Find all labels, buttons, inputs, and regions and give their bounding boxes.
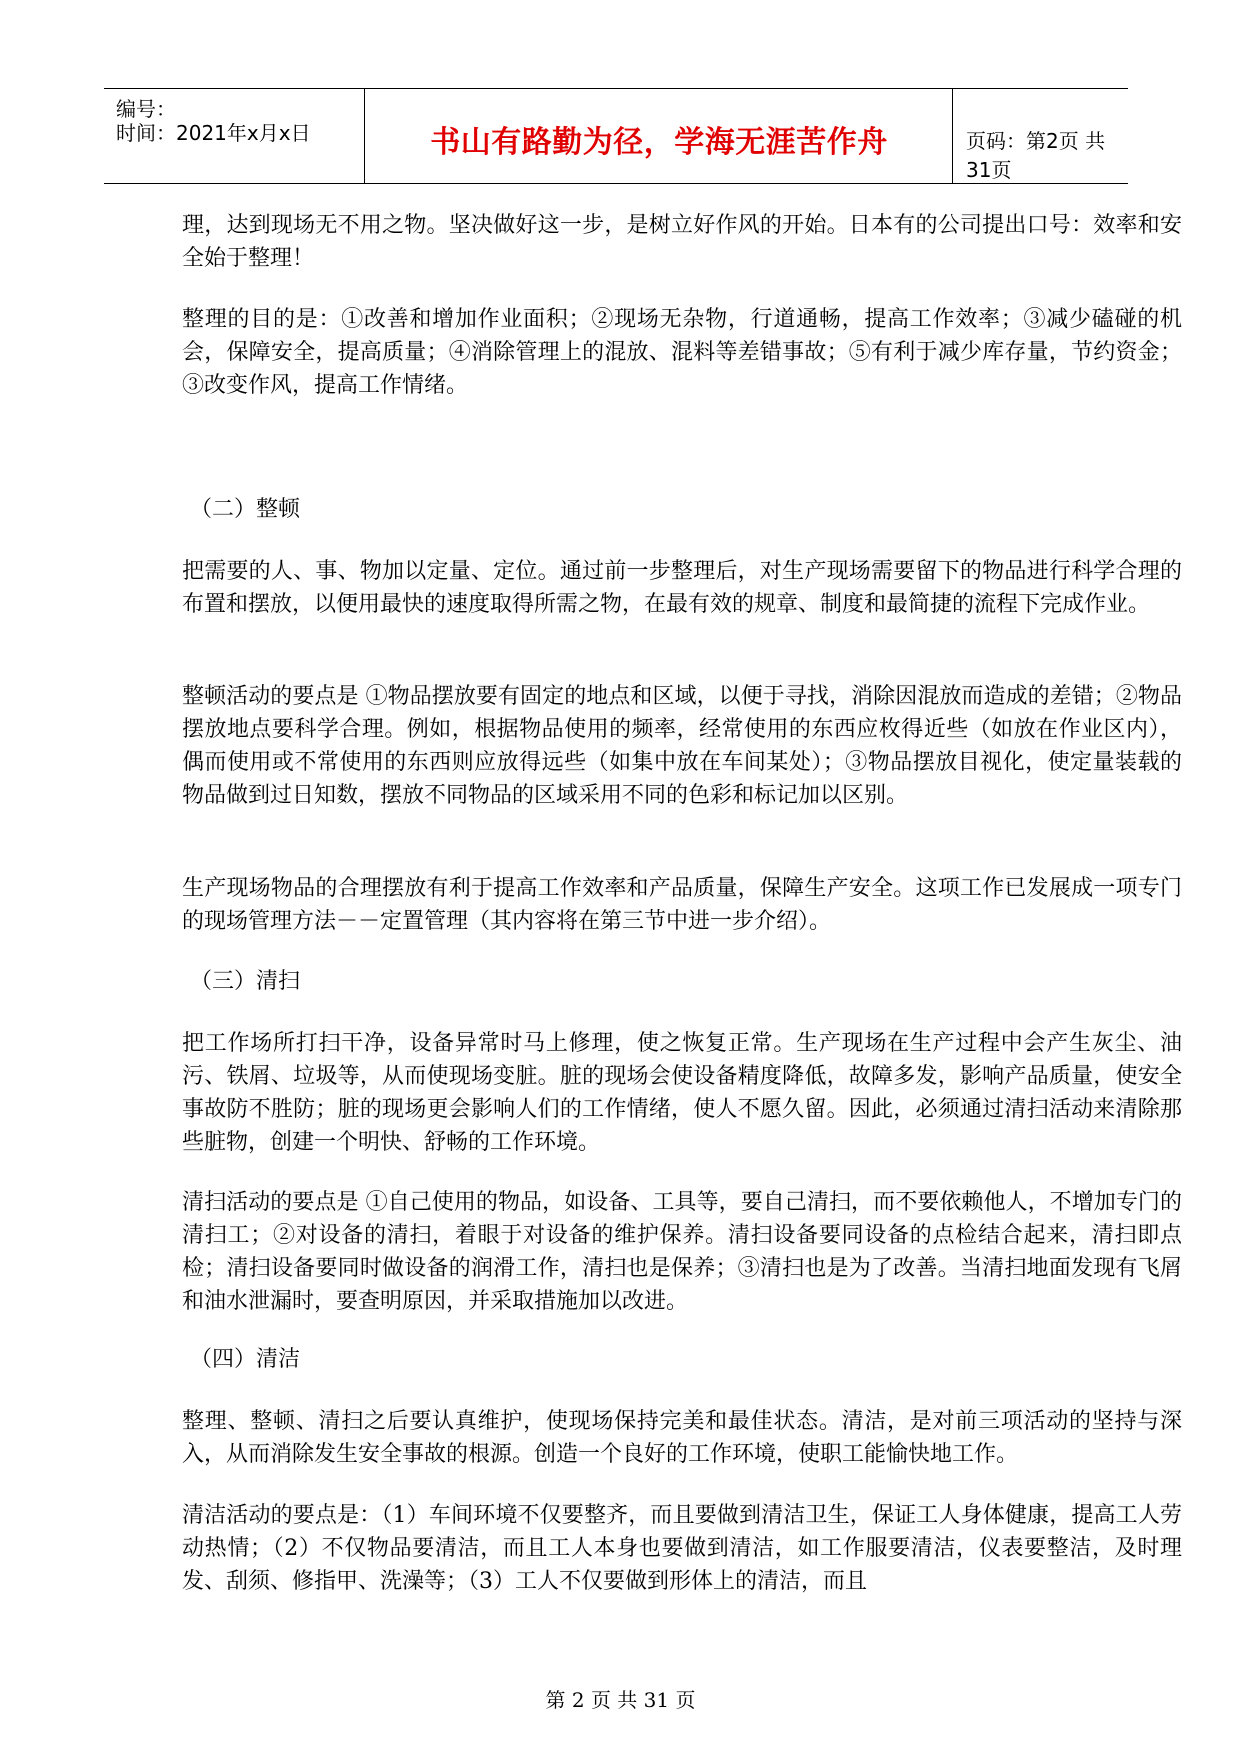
section-heading-3: （三）清扫	[190, 969, 301, 994]
paragraph-1: 理，达到现场无不用之物。坚决做好这一步，是树立好作风的开始。日本有的公司提出口号：效率和安全始于整理！	[182, 213, 1182, 271]
section-heading-2: （二）整顿	[190, 497, 301, 522]
paragraph-2: 整理的目的是：①改善和增加作业面积；②现场无杂物，行道通畅，提高工作效率；③减少磕碰的机会，保障安全，提高质量；④消除管理上的混放、混料等差错事故；⑤有利于减少库存量，节约资金；③改变作风，提高工作情绪。	[182, 307, 1182, 398]
header-page-cell	[954, 89, 1128, 183]
document-time-label: 时间：2021年x月x日	[116, 121, 311, 145]
paragraph-5: 生产现场物品的合理摆放有利于提高工作效率和产品质量，保障生产安全。这项工作已发展成一项专门的现场管理方法－－定置管理（其内容将在第三节中进一步介绍）。	[182, 876, 1182, 934]
section-heading-4: （四）清洁	[190, 1347, 301, 1372]
paragraph-9: 清洁活动的要点是：（1）车间环境不仅要整齐，而且要做到清洁卫生，保证工人身体健康，提高工人劳动热情；（2）不仅物品要清洁，而且工人本身也要做到清洁，如工作服要清洁，仪表要整洁，及时理发、刮须、修指甲、洗澡等；（3）工人不仅要做到形体上的清洁，而且	[182, 1503, 1182, 1594]
page-header	[104, 88, 1128, 184]
document-number-label: 编号：	[116, 97, 176, 121]
header-motto-cell	[366, 89, 953, 183]
paragraph-8: 整理、整顿、清扫之后要认真维护，使现场保持完美和最佳状态。清洁，是对前三项活动的坚持与深入，从而消除发生安全事故的根源。创造一个良好的工作环境，使职工能愉快地工作。	[182, 1409, 1182, 1467]
header-page-info: 页码：第2页 共31页	[966, 129, 1106, 182]
paragraph-6: 把工作场所打扫干净，设备异常时马上修理，使之恢复正常。生产现场在生产过程中会产生灰尘、油污、铁屑、垃圾等，从而使现场变脏。脏的现场会使设备精度降低，故障多发，影响产品质量，使安全事故防不胜防；脏的现场更会影响人们的工作情绪，使人不愿久留。因此，必须通过清扫活动来清除那些脏物，创建一个明快、舒畅的工作环境。	[182, 1031, 1182, 1155]
header-motto: 书山有路勤为径，学海无涯苦作舟	[430, 125, 888, 160]
header-meta-cell	[104, 89, 365, 183]
paragraph-7: 清扫活动的要点是 ①自己使用的物品，如设备、工具等，要自己清扫，而不要依赖他人，不增加专门的清扫工；②对设备的清扫，着眼于对设备的维护保养。清扫设备要同设备的点检结合起来，清扫即点检；清扫设备要同时做设备的润滑工作，清扫也是保养；③清扫也是为了改善。当清扫地面发现有飞屑和油水泄漏时，要查明原因，并采取措施加以改进。	[182, 1190, 1182, 1314]
page-footer: 第 2 页 共 31 页	[545, 1688, 696, 1712]
paragraph-4: 整顿活动的要点是 ①物品摆放要有固定的地点和区域，以便于寻找，消除因混放而造成的差错；②物品摆放地点要科学合理。例如，根据物品使用的频率，经常使用的东西应枚得近些（如放在作业区内），偶而使用或不常使用的东西则应放得远些（如集中放在车间某处）；③物品摆放目视化，使定量装载的物品做到过日知数，摆放不同物品的区域采用不同的色彩和标记加以区别。	[182, 684, 1182, 808]
paragraph-3: 把需要的人、事、物加以定量、定位。通过前一步整理后，对生产现场需要留下的物品进行科学合理的布置和摆放，以便用最快的速度取得所需之物，在最有效的规章、制度和最简捷的流程下完成作业。	[182, 559, 1182, 617]
